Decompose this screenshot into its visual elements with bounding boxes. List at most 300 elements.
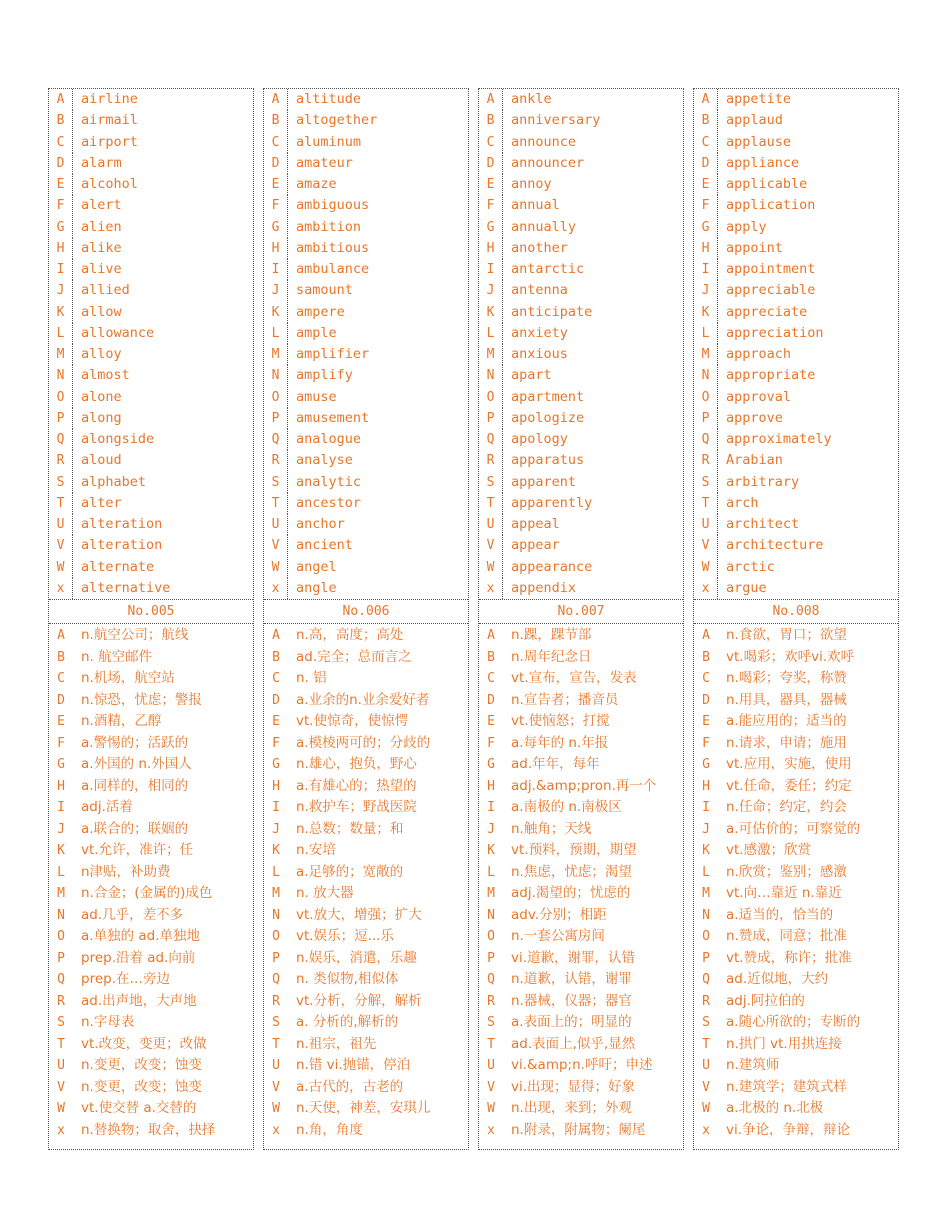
vocab-word: ancestor <box>296 494 362 511</box>
vocab-definition: n.周年纪念日 <box>511 648 592 665</box>
row-letter: K <box>694 302 718 323</box>
row-letter: R <box>272 993 280 1009</box>
word-row <box>264 302 468 323</box>
vocab-definition: vt.使惊奇，使惊愕 <box>296 713 409 729</box>
row-letter: U <box>694 514 718 535</box>
row-letter: x <box>264 578 288 599</box>
definition-row <box>49 819 253 840</box>
vocab-word: ambitious <box>296 239 370 256</box>
row-letter: M <box>487 886 495 901</box>
vocab-word: argue <box>726 579 767 596</box>
row-letter: G <box>694 217 718 238</box>
row-letter: Q <box>694 429 718 450</box>
vocab-word: analytic <box>296 473 362 490</box>
word-row <box>479 535 683 556</box>
row-letter: W <box>487 1101 495 1116</box>
vocab-definition: n.请求，申请；施用 <box>726 734 847 751</box>
word-row <box>264 514 468 535</box>
word-row <box>479 472 683 493</box>
vocab-definition: n.安培 <box>296 842 336 858</box>
row-letter: U <box>57 1058 65 1073</box>
vocab-word: amplifier <box>296 346 370 362</box>
definition-row <box>264 969 468 990</box>
row-letter: O <box>487 929 495 944</box>
definition-row <box>694 819 898 840</box>
vocab-definition: vt.使恼怒；打搅 <box>511 713 610 729</box>
definition-row <box>479 948 683 969</box>
word-row <box>479 302 683 323</box>
vocab-word: airport <box>81 133 138 150</box>
row-letter: O <box>272 929 280 944</box>
vocab-word: approve <box>726 409 783 426</box>
definition-row <box>694 840 898 861</box>
vocab-word: Arabian <box>726 452 783 469</box>
vocab-word: applause <box>726 133 792 150</box>
row-letter: I <box>49 259 73 280</box>
definition-row <box>264 733 468 754</box>
word-row <box>264 280 468 301</box>
vocab-definition: n.变更，改变；蚀变 <box>81 1057 202 1073</box>
definition-row <box>479 1055 683 1076</box>
row-letter: Q <box>479 429 503 450</box>
definition-row <box>49 948 253 969</box>
word-row <box>264 132 468 153</box>
word-list <box>694 89 898 599</box>
definition-row <box>264 1034 468 1055</box>
vocab-definition: vt.任命，委任；约定 <box>726 777 852 794</box>
definition-row <box>694 647 898 668</box>
vocab-word: appliance <box>726 154 800 171</box>
definition-row <box>264 819 468 840</box>
row-letter: E <box>694 174 718 195</box>
word-row <box>49 110 253 131</box>
word-row <box>264 323 468 344</box>
word-row <box>479 578 683 599</box>
vocab-word: arbitrary <box>726 473 800 490</box>
row-letter: O <box>702 929 710 944</box>
vocab-definition: n.酒精，乙醇 <box>81 713 162 729</box>
vocab-word: aloud <box>81 452 122 469</box>
definition-row <box>479 926 683 947</box>
vocab-column <box>478 88 684 1150</box>
vocab-word: apologize <box>511 409 585 426</box>
row-letter: x <box>487 1122 495 1138</box>
definition-row <box>694 1055 898 1076</box>
row-letter: V <box>57 1079 65 1095</box>
vocab-definition: n. 航空邮件 <box>81 648 153 665</box>
row-letter: N <box>49 365 73 386</box>
row-letter: O <box>694 387 718 408</box>
vocab-word: alongside <box>81 431 155 447</box>
row-letter: Q <box>702 972 710 987</box>
row-letter: x <box>702 1122 710 1138</box>
row-letter: E <box>57 714 65 729</box>
vocab-word: alien <box>81 218 122 235</box>
row-letter: B <box>57 649 65 665</box>
vocab-definition: vi.道歉，谢罪，认错 <box>511 949 636 966</box>
word-row <box>49 387 253 408</box>
definition-row <box>479 862 683 883</box>
row-letter: L <box>487 864 495 880</box>
vocab-word: allow <box>81 303 122 320</box>
vocab-word: appeal <box>511 516 560 532</box>
row-letter: K <box>264 302 288 323</box>
row-letter: T <box>487 1036 495 1052</box>
vocab-word: alphabet <box>81 473 147 490</box>
word-row <box>49 280 253 301</box>
row-letter: J <box>702 821 710 837</box>
vocab-definition: adv.分别；相距 <box>511 906 607 923</box>
definition-row <box>694 733 898 754</box>
row-letter: L <box>702 864 710 880</box>
definition-row <box>694 797 898 818</box>
vocab-word: approximately <box>726 431 832 447</box>
row-letter: D <box>57 692 65 708</box>
vocab-word: architecture <box>726 537 824 554</box>
vocab-word: announce <box>511 133 577 150</box>
word-row <box>479 408 683 429</box>
definition-row <box>264 926 468 947</box>
row-letter: E <box>479 174 503 195</box>
definition-row <box>694 991 898 1012</box>
row-letter: L <box>49 323 73 344</box>
word-row <box>694 238 898 259</box>
row-letter: S <box>264 472 288 493</box>
row-letter: T <box>49 493 73 514</box>
vocab-definition: vt.放大，增强；扩大 <box>296 906 422 923</box>
definition-row <box>479 711 683 732</box>
word-row <box>479 557 683 578</box>
row-letter: K <box>49 302 73 323</box>
vocab-word: appetite <box>726 91 792 107</box>
definition-list <box>264 624 468 1151</box>
vocab-definition: n.替换物；取舍，抉择 <box>81 1121 216 1138</box>
word-row <box>479 514 683 535</box>
row-letter: P <box>479 408 503 429</box>
vocab-word: appropriate <box>726 367 816 384</box>
word-row <box>479 280 683 301</box>
row-letter: F <box>49 195 73 216</box>
row-letter: R <box>694 450 718 471</box>
definition-row <box>49 690 253 711</box>
vocab-word: apart <box>511 367 552 384</box>
row-letter: H <box>479 238 503 259</box>
row-letter: U <box>264 514 288 535</box>
definition-row <box>694 926 898 947</box>
definition-row <box>49 926 253 947</box>
row-letter: T <box>702 1036 710 1052</box>
vocab-definition: a.有雄心的；热望的 <box>296 777 417 794</box>
vocab-word: altogether <box>296 112 378 129</box>
vocab-definition: n.出现，来到；外观 <box>511 1100 632 1116</box>
vocab-definition: n.航空公司；航线 <box>81 627 189 643</box>
vocab-definition: adj.阿拉伯的 <box>726 992 805 1009</box>
vocab-definition: vt.喝彩；欢呼vi.欢呼 <box>726 648 855 665</box>
row-letter: F <box>487 735 495 751</box>
vocab-definition: ad.近似地，大约 <box>726 971 829 987</box>
row-letter: W <box>264 557 288 578</box>
vocab-definition: vi.&amp;n.呼吁；申述 <box>511 1057 653 1073</box>
vocab-definition: n.字母表 <box>81 1014 135 1030</box>
row-letter: V <box>272 1079 280 1095</box>
vocab-word: ambition <box>296 218 362 235</box>
row-letter: x <box>49 578 73 599</box>
row-letter: N <box>479 365 503 386</box>
row-letter: F <box>702 735 710 751</box>
vocab-definition: ad.完全；总而言之 <box>296 648 412 665</box>
definition-row <box>479 1012 683 1033</box>
row-letter: H <box>57 778 65 794</box>
definition-row <box>694 1077 898 1098</box>
row-letter: C <box>264 132 288 153</box>
word-row <box>479 217 683 238</box>
vocab-word: amateur <box>296 154 353 171</box>
word-row <box>264 259 468 280</box>
definition-row <box>479 819 683 840</box>
vocab-definition: ad.出声地，大声地 <box>81 992 197 1009</box>
row-letter: S <box>487 1015 495 1030</box>
vocab-definition: vt.改变，变更；改做 <box>81 1035 207 1052</box>
vocab-definition: a.外国的 n.外国人 <box>81 756 192 772</box>
word-row <box>264 557 468 578</box>
vocab-definition: a.可估价的；可察觉的 <box>726 820 861 837</box>
row-letter: x <box>479 578 503 599</box>
vocab-definition: a.能应用的；适当的 <box>726 713 847 729</box>
vocab-definition: n.变更，改变；蚀变 <box>81 1078 202 1095</box>
section-number: No.006 <box>264 599 468 624</box>
vocab-word: angel <box>296 558 337 575</box>
definition-row <box>264 862 468 883</box>
vocab-definition: a.单独的 ad.单独地 <box>81 928 200 944</box>
vocab-word: amuse <box>296 388 337 405</box>
word-row <box>479 450 683 471</box>
row-letter: B <box>487 649 495 665</box>
vocab-definition: n.惊恐，忧虑；警报 <box>81 691 202 708</box>
definition-row <box>694 668 898 689</box>
vocab-word: applicable <box>726 176 808 192</box>
word-row <box>694 153 898 174</box>
vocab-definition: n.建筑师 <box>726 1057 780 1073</box>
vocab-definition: n.喝彩；夸奖，称赞 <box>726 670 847 686</box>
vocab-definition: a.每年的 n.年报 <box>511 734 609 751</box>
word-row <box>479 132 683 153</box>
vocab-word: appointment <box>726 261 816 277</box>
definition-row <box>49 647 253 668</box>
vocab-word: annually <box>511 218 577 235</box>
definition-row <box>694 1120 898 1141</box>
vocab-word: apparently <box>511 494 593 511</box>
vocab-definition: a.模棱两可的；分歧的 <box>296 734 431 751</box>
vocab-definition: a.足够的；宽敞的 <box>296 863 404 880</box>
vocab-word: appreciation <box>726 324 824 341</box>
vocab-definition: a.警惕的；活跃的 <box>81 734 189 751</box>
vocab-definition: vt.向…靠近 n.靠近 <box>726 885 842 901</box>
row-letter: N <box>57 907 65 923</box>
definition-row <box>694 1034 898 1055</box>
word-row <box>264 174 468 195</box>
row-letter: T <box>264 493 288 514</box>
row-letter: D <box>272 692 280 708</box>
row-letter: Q <box>57 972 65 987</box>
word-row <box>694 323 898 344</box>
definition-row <box>49 797 253 818</box>
row-letter: L <box>264 323 288 344</box>
definition-row <box>479 776 683 797</box>
vocab-word: alternative <box>81 579 171 596</box>
vocab-word: anchor <box>296 516 345 532</box>
vocab-word: antarctic <box>511 261 585 277</box>
row-letter: V <box>49 535 73 556</box>
vocab-word: apparatus <box>511 452 585 469</box>
word-row <box>479 365 683 386</box>
definition-row <box>264 991 468 1012</box>
definition-row <box>694 711 898 732</box>
definition-row <box>479 905 683 926</box>
vocab-word: alike <box>81 239 122 256</box>
definition-row <box>264 948 468 969</box>
definition-row <box>49 625 253 646</box>
vocab-word: altitude <box>296 91 362 107</box>
vocab-column <box>48 88 254 1150</box>
vocab-word: angle <box>296 579 337 596</box>
word-row <box>49 195 253 216</box>
definition-row <box>694 690 898 711</box>
vocab-definition: vt.娱乐；逗...乐 <box>296 928 394 944</box>
row-letter: U <box>49 514 73 535</box>
row-letter: L <box>272 864 280 880</box>
row-letter: S <box>272 1015 280 1030</box>
vocab-definition: vt.感激；欣赏 <box>726 842 812 858</box>
row-letter: x <box>694 578 718 599</box>
word-row <box>49 535 253 556</box>
row-letter: H <box>487 778 495 794</box>
vocab-definition: n.天使，神差，安琪儿 <box>296 1100 431 1116</box>
vocab-word: annoy <box>511 176 552 192</box>
row-letter: E <box>264 174 288 195</box>
row-letter: P <box>702 950 710 966</box>
definition-row <box>479 668 683 689</box>
row-letter: V <box>702 1079 710 1095</box>
row-letter: K <box>57 843 65 858</box>
vocab-definition: a.适当的，恰当的 <box>726 906 834 923</box>
row-letter: E <box>702 714 710 729</box>
vocab-definition: n.错 vi.抛锚，停泊 <box>296 1057 411 1073</box>
row-letter: J <box>487 821 495 837</box>
word-row <box>694 472 898 493</box>
vocab-definition: n.器械，仪器；器官 <box>511 992 632 1009</box>
definition-row <box>49 776 253 797</box>
row-letter: B <box>702 649 710 665</box>
vocab-definition: n.任命；约定，约会 <box>726 799 847 815</box>
row-letter: J <box>479 280 503 301</box>
word-list <box>49 89 253 599</box>
word-row <box>479 174 683 195</box>
definition-list <box>49 624 253 1151</box>
row-letter: C <box>702 671 710 686</box>
vocab-word: airmail <box>81 112 138 129</box>
word-row <box>694 578 898 599</box>
row-letter: P <box>49 408 73 429</box>
word-row <box>694 365 898 386</box>
row-letter: G <box>272 757 280 772</box>
definition-row <box>479 991 683 1012</box>
word-row <box>264 365 468 386</box>
vocab-definition: vt.宣布，宣告，发表 <box>511 670 637 686</box>
word-row <box>49 217 253 238</box>
word-row <box>49 557 253 578</box>
definition-row <box>49 1012 253 1033</box>
row-letter: F <box>272 735 280 751</box>
word-row <box>49 132 253 153</box>
word-row <box>264 238 468 259</box>
row-letter: I <box>694 259 718 280</box>
vocab-word: alarm <box>81 154 122 171</box>
vocab-definition: a.表面上的；明显的 <box>511 1014 632 1030</box>
word-row <box>264 344 468 365</box>
row-letter: A <box>264 89 288 110</box>
definition-row <box>479 1120 683 1141</box>
definition-row <box>264 754 468 775</box>
vocab-word: alert <box>81 197 122 214</box>
definition-row <box>479 625 683 646</box>
row-letter: J <box>272 821 280 837</box>
row-letter: I <box>264 259 288 280</box>
vocab-word: arch <box>726 494 759 511</box>
row-letter: Q <box>487 972 495 987</box>
vocab-word: application <box>726 197 816 214</box>
row-letter: I <box>272 800 280 815</box>
vocab-column <box>263 88 469 1150</box>
row-letter: M <box>264 344 288 365</box>
word-row <box>49 344 253 365</box>
vocab-word: annual <box>511 197 560 214</box>
vocab-word: approach <box>726 346 792 362</box>
row-letter: G <box>702 757 710 772</box>
row-letter: W <box>49 557 73 578</box>
definition-row <box>264 668 468 689</box>
vocab-definition: n.附录，附属物；阑尾 <box>511 1121 646 1138</box>
definition-row <box>264 625 468 646</box>
definition-row <box>694 1098 898 1119</box>
row-letter: D <box>487 692 495 708</box>
word-row <box>694 280 898 301</box>
word-row <box>49 429 253 450</box>
row-letter: H <box>49 238 73 259</box>
word-row <box>479 153 683 174</box>
row-letter: R <box>487 993 495 1009</box>
word-row <box>694 259 898 280</box>
vocab-word: allied <box>81 282 130 299</box>
row-letter: C <box>272 671 280 686</box>
vocab-definition: n.触角；天线 <box>511 820 592 837</box>
vocab-definition: a.业余的n.业余爱好者 <box>296 691 430 708</box>
word-row <box>479 195 683 216</box>
definition-row <box>49 668 253 689</box>
vocab-definition: a.联合的；联姻的 <box>81 820 189 837</box>
vocab-word: aluminum <box>296 133 362 150</box>
row-letter: C <box>487 671 495 686</box>
vocab-word: anticipate <box>511 303 593 320</box>
row-letter: K <box>702 843 710 858</box>
row-letter: O <box>479 387 503 408</box>
vocab-definition: ad.几乎，差不多 <box>81 906 184 923</box>
row-letter: J <box>264 280 288 301</box>
row-letter: M <box>49 344 73 365</box>
row-letter: x <box>57 1122 65 1138</box>
row-letter: M <box>694 344 718 365</box>
definition-row <box>264 1077 468 1098</box>
row-letter: F <box>264 195 288 216</box>
